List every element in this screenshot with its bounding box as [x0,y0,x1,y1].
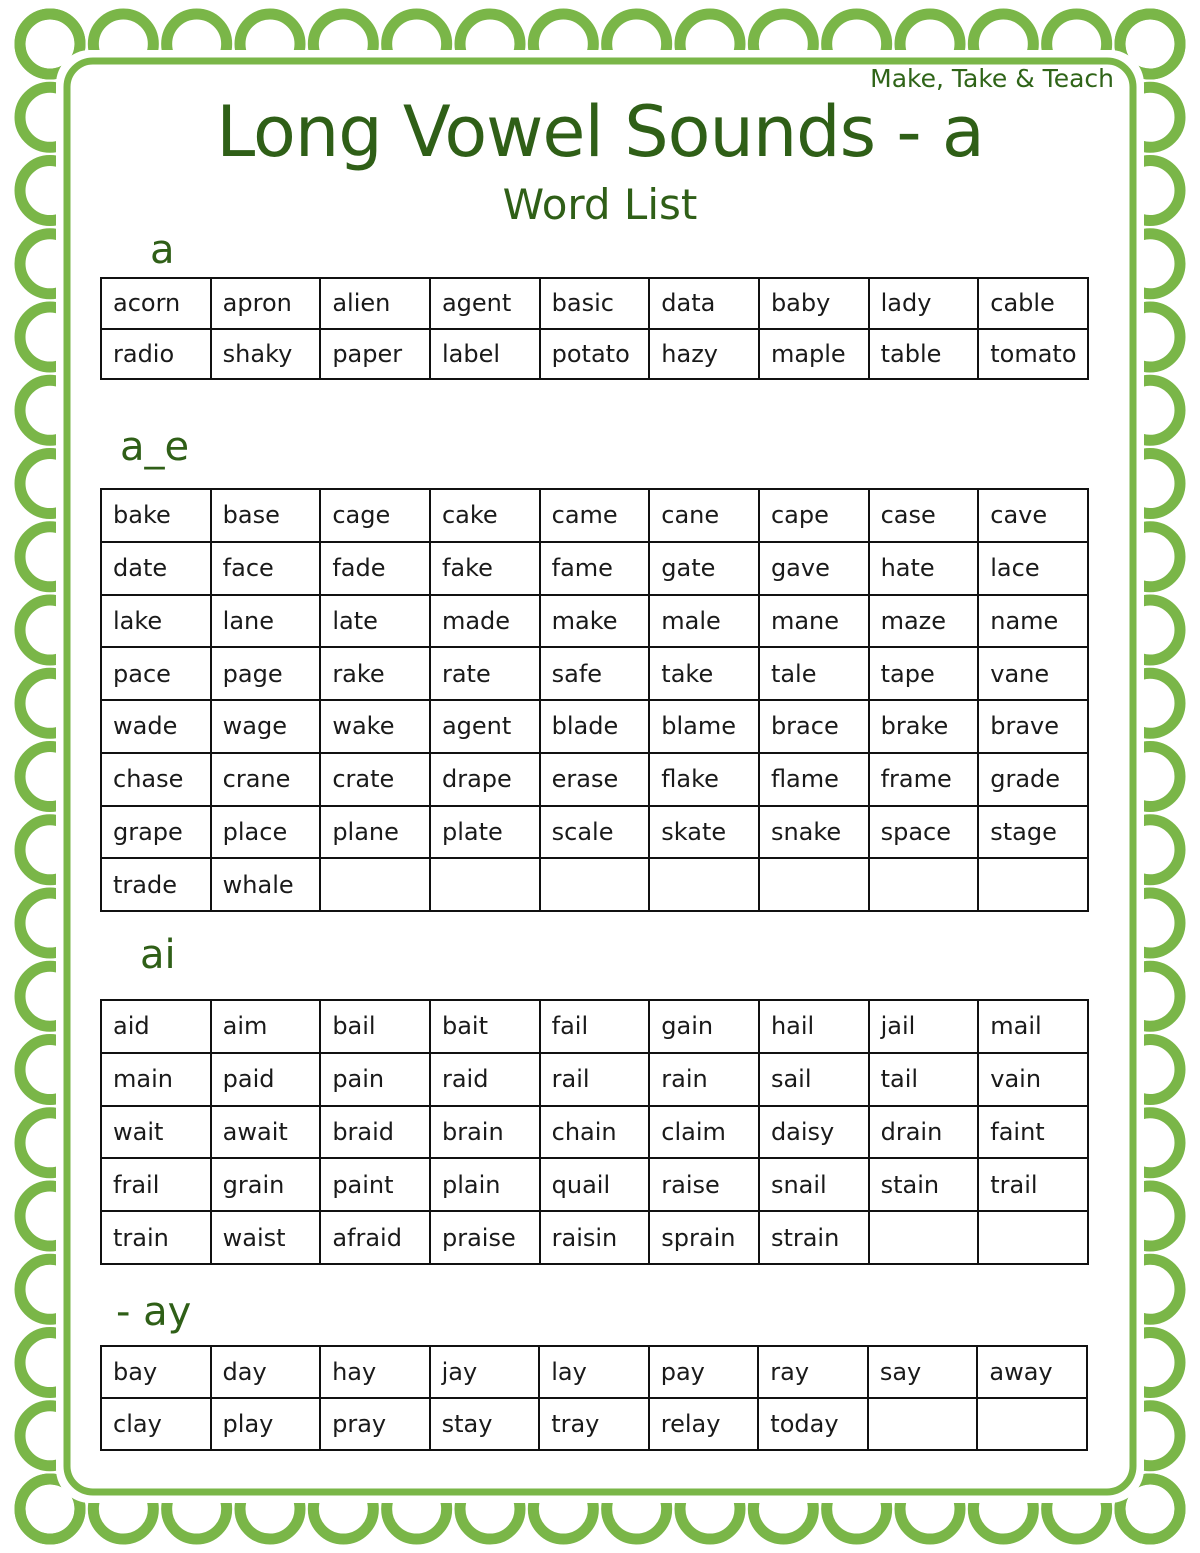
word-cell: trail [978,1158,1088,1211]
word-cell: clay [101,1398,211,1450]
word-cell: space [869,806,979,859]
word-cell: rate [430,647,540,700]
word-cell: rake [320,647,430,700]
word-cell: fake [430,542,540,595]
word-cell: pain [320,1053,430,1106]
word-cell: pay [649,1346,759,1398]
word-cell: sail [759,1053,869,1106]
word-cell: braid [320,1106,430,1159]
word-cell: plane [320,806,430,859]
word-cell: strain [759,1211,869,1264]
word-cell [869,858,979,911]
word-cell: tale [759,647,869,700]
word-cell: case [869,489,979,542]
word-cell: cable [978,278,1088,329]
word-cell: paint [320,1158,430,1211]
word-cell: scale [540,806,650,859]
word-cell: tape [869,647,979,700]
word-cell: date [101,542,211,595]
word-cell: brave [978,700,1088,753]
word-cell: crate [320,753,430,806]
word-cell: basic [540,278,650,329]
word-cell: came [540,489,650,542]
word-cell [430,858,540,911]
word-row [101,1053,1088,1106]
word-cell: wage [211,700,321,753]
word-table-a [100,277,1089,380]
word-cell: brain [430,1106,540,1159]
word-cell: lace [978,542,1088,595]
word-cell: rail [540,1053,650,1106]
word-cell: alien [320,278,430,329]
word-cell: aid [101,1000,211,1053]
word-cell: drain [869,1106,979,1159]
word-cell: late [320,595,430,648]
word-cell: wake [320,700,430,753]
word-cell [759,858,869,911]
word-cell: train [101,1211,211,1264]
word-cell: fade [320,542,430,595]
word-cell: rain [649,1053,759,1106]
word-cell: day [211,1346,321,1398]
word-row [101,1398,1087,1450]
word-cell [869,1211,979,1264]
word-cell [320,858,430,911]
word-cell: name [978,595,1088,648]
word-cell: baby [759,278,869,329]
word-cell: apron [211,278,321,329]
word-cell: jay [430,1346,540,1398]
word-cell: fame [540,542,650,595]
brand-label: Make, Take & Teach [870,64,1114,93]
word-cell: praise [430,1211,540,1264]
word-cell: daisy [759,1106,869,1159]
word-cell: safe [540,647,650,700]
word-cell: vane [978,647,1088,700]
word-cell: gain [649,1000,759,1053]
word-row [101,542,1088,595]
word-cell: flake [649,753,759,806]
word-cell: cape [759,489,869,542]
word-cell: blame [649,700,759,753]
word-row [101,806,1088,859]
word-cell: male [649,595,759,648]
word-cell: wait [101,1106,211,1159]
word-cell: whale [211,858,321,911]
word-row [101,1158,1088,1211]
word-cell: crane [211,753,321,806]
word-cell: agent [430,278,540,329]
word-cell: grain [211,1158,321,1211]
word-cell: main [101,1053,211,1106]
word-cell: chase [101,753,211,806]
word-cell: raisin [540,1211,650,1264]
word-cell: lane [211,595,321,648]
word-cell: hate [869,542,979,595]
word-cell: plate [430,806,540,859]
word-cell: agent [430,700,540,753]
word-cell: grape [101,806,211,859]
word-cell: mail [978,1000,1088,1053]
word-cell: lake [101,595,211,648]
word-cell: base [211,489,321,542]
word-cell [978,1211,1088,1264]
word-cell [649,858,759,911]
word-cell: sprain [649,1211,759,1264]
word-cell [540,858,650,911]
word-cell: plain [430,1158,540,1211]
word-cell: brake [869,700,979,753]
word-cell: play [211,1398,321,1450]
section-heading-ai: ai [140,932,176,978]
word-cell: grade [978,753,1088,806]
word-row [101,700,1088,753]
word-row [101,858,1088,911]
word-cell: stay [430,1398,540,1450]
section-heading-a-e: a_e [120,424,190,470]
word-cell: lay [539,1346,649,1398]
word-cell: away [977,1346,1087,1398]
word-cell [868,1398,978,1450]
word-table-ay [100,1345,1088,1451]
word-cell: blade [540,700,650,753]
word-cell: jail [869,1000,979,1053]
word-row [101,595,1088,648]
word-cell: hazy [649,329,759,380]
section-heading-ay: - ay [116,1289,192,1335]
word-cell: brace [759,700,869,753]
word-cell: trade [101,858,211,911]
word-cell: aim [211,1000,321,1053]
word-row [101,753,1088,806]
word-cell: await [211,1106,321,1159]
word-cell: wade [101,700,211,753]
word-cell: claim [649,1106,759,1159]
word-cell: tomato [978,329,1088,380]
word-cell: pray [320,1398,430,1450]
word-table-ai [100,999,1089,1265]
word-cell: stage [978,806,1088,859]
word-cell: hail [759,1000,869,1053]
word-row [101,647,1088,700]
word-cell: flame [759,753,869,806]
word-cell: frame [869,753,979,806]
word-cell: waist [211,1211,321,1264]
word-cell: snake [759,806,869,859]
page-title: Long Vowel Sounds - a [216,91,984,173]
word-cell: chain [540,1106,650,1159]
word-cell: stain [869,1158,979,1211]
word-cell: fail [540,1000,650,1053]
word-cell [977,1398,1087,1450]
word-cell: potato [540,329,650,380]
word-cell: cake [430,489,540,542]
word-cell: pace [101,647,211,700]
word-cell: shaky [211,329,321,380]
word-cell: frail [101,1158,211,1211]
word-cell: tray [539,1398,649,1450]
word-cell: drape [430,753,540,806]
word-cell: skate [649,806,759,859]
word-row [101,1346,1087,1398]
word-cell: acorn [101,278,211,329]
word-cell: data [649,278,759,329]
word-cell: table [869,329,979,380]
word-cell: label [430,329,540,380]
word-cell: bay [101,1346,211,1398]
word-cell: relay [649,1398,759,1450]
word-cell: place [211,806,321,859]
word-row [101,489,1088,542]
word-cell: gave [759,542,869,595]
word-cell: gate [649,542,759,595]
word-cell: faint [978,1106,1088,1159]
word-cell: paper [320,329,430,380]
word-cell: say [868,1346,978,1398]
word-cell: bail [320,1000,430,1053]
word-cell: maze [869,595,979,648]
word-cell: face [211,542,321,595]
word-cell: cage [320,489,430,542]
word-cell: bait [430,1000,540,1053]
word-row [101,278,1088,329]
word-cell: cane [649,489,759,542]
word-cell: made [430,595,540,648]
word-cell: paid [211,1053,321,1106]
word-row [101,1211,1088,1264]
word-cell: take [649,647,759,700]
word-cell: tail [869,1053,979,1106]
word-cell [978,858,1088,911]
word-row [101,1000,1088,1053]
section-heading-a: a [150,227,175,273]
word-cell: bake [101,489,211,542]
word-cell: quail [540,1158,650,1211]
word-cell: page [211,647,321,700]
word-cell: erase [540,753,650,806]
word-cell: vain [978,1053,1088,1106]
word-cell: ray [758,1346,868,1398]
word-cell: hay [320,1346,430,1398]
word-table-a-e [100,488,1089,912]
word-cell: afraid [320,1211,430,1264]
word-cell: mane [759,595,869,648]
word-cell: cave [978,489,1088,542]
word-row [101,329,1088,380]
word-cell: lady [869,278,979,329]
word-cell: raise [649,1158,759,1211]
word-cell: snail [759,1158,869,1211]
word-cell: maple [759,329,869,380]
page-subtitle: Word List [502,180,698,229]
word-cell: today [758,1398,868,1450]
word-cell: make [540,595,650,648]
word-cell: raid [430,1053,540,1106]
word-row [101,1106,1088,1159]
word-cell: radio [101,329,211,380]
